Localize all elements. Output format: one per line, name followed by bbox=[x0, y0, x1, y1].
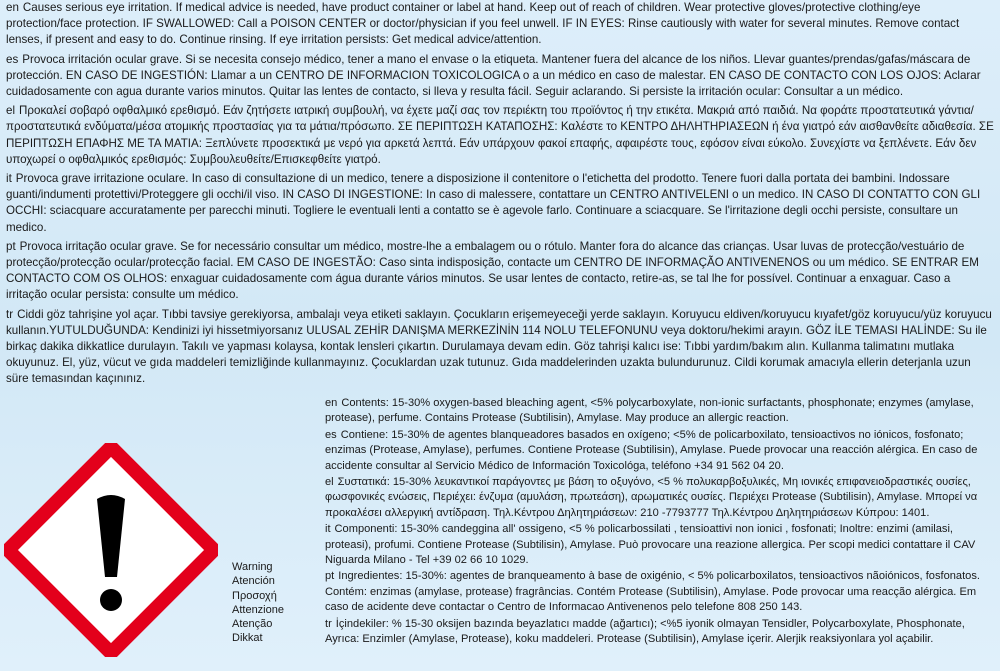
ingredients-text: Componenti: 15-30% candeggina all' ossigeno, <5 % policarbossilati , tensioattivi non ionici , fosfonati; Inoltre: enzimi (amilasi, proteasi), profumi. Contiene Protease (Subtilisin), Amylase. Può provocare una reazione allergica. Per scopi medici contattare il CAV Niguarda Milano - Tel +39 02 66 10 1029. bbox=[325, 523, 976, 567]
ingredients-en bbox=[325, 396, 993, 427]
signal-word-es: Atención bbox=[232, 575, 275, 588]
statement-en bbox=[6, 0, 994, 49]
lang-code: tr bbox=[325, 617, 332, 630]
ingredients-tr bbox=[325, 617, 993, 648]
lang-code: en bbox=[6, 1, 19, 14]
hazard-statements bbox=[6, 0, 994, 388]
exclamation-dot bbox=[100, 589, 122, 611]
lang-code: el bbox=[325, 476, 334, 489]
ingredients-el bbox=[325, 475, 993, 521]
statement-el bbox=[6, 103, 994, 168]
statement-text: Προκαλεί σοβαρό οφθαλμικό ερεθισμό. Εάν ζητήσετε ιατρική συμβουλή, να έχετε μαζί σας τον περιέκτη του προϊόντος ή την ετικέτα. Μακριά από παιδιά. Να φοράτε προστατευτικά γάντια/προστατευτικά ενδύματα/μέσα ατομικής προστασίας για τα μάτια/πρόσωπο. ΣΕ ΠΕΡΙΠΤΩΣΗ ΚΑΤΑΠΟΣΗΣ: Καλέστε το ΚΕΝΤΡΟ ΔΗΛΗΤΗΡΙΑΣΕΩΝ ή ένα γιατρό εάν αισθανθείτε αδιαθεσία. ΣΕ ΠΕΡΙΠΤΩΣΗ ΕΠΑΦΗΣ ΜΕ ΤΑ ΜΑΤΙΑ: Ξεπλύνετε προσεκτικά με νερό για αρκετά λεπτά. Εάν υπάρχουν φακοί επαφής, αφαιρέστε τους, εφόσον είναι εύκολο. Συνεχίστε να ξεπλένετε. Εάν δεν υποχωρεί ο οφθαλμικός ερεθισμός: Συμβουλευθείτε/Επισκεφθείτε γιατρό. bbox=[6, 104, 994, 166]
ingredients-es bbox=[325, 428, 993, 474]
lang-code: el bbox=[6, 104, 16, 118]
lang-code: tr bbox=[6, 307, 14, 321]
lang-code: it bbox=[325, 523, 331, 536]
signal-words bbox=[232, 560, 322, 646]
signal-word-el: Προσοχή bbox=[232, 589, 277, 602]
ingredients-text: Contents: 15-30% oxygen-based bleaching agent, <5% polycarboxylate, non-ionic surfactants, phosphonate; enzymes (amylase, protease), perfume. Contains Protease (Subtilisin), Amylase. May produce an allergic reaction. bbox=[325, 397, 974, 425]
ingredients-pt bbox=[325, 569, 993, 615]
statement-text: Ciddi göz tahrişine yol açar. Tıbbi tavsiye gerekiyorsa, ambalajı veya etiketi saklayın. Çocukların erişemeyeceği yerde saklayın. Koruyucu eldiven/koruyucu kıyafet/göz koruyucu/yüz koruyucu kullanın.YUTULDUĞUNDA: Kendinizi iyi hissetmiyorsanız ULUSAL ZEHİR DANIŞMA MERKEZİNİN 114 NOLU TELEFONUNU veya doktoru/hekimi arayın. GÖZ İLE TEMASI HALİNDE: Su ile birkaç dakika dikkatlice durulayın. Takılı ve yapması kolaysa, kontak lensleri çıkartın. Durulamaya devam edin. Göz tahrişi kalıcı ise: Tıbbi yardım/bakım alın. Kullanma talimatını mutlaka okuyunuz. El, yüz, vücut ve gıda maddeleri temizliğinde kullanmayınız. Çocuklardan uzak tutunuz. Gıda maddelerinden uzakta bulundurunuz. Cildi korumak amacıyla ellerin deterjanla uzun süre temasından kaçınınız. bbox=[6, 307, 992, 386]
signal-word-tr: Dikkat bbox=[232, 632, 263, 645]
lang-code: es bbox=[325, 428, 337, 441]
ghs-exclamation-mark-icon bbox=[4, 443, 218, 657]
statement-it bbox=[6, 171, 994, 236]
statement-tr bbox=[6, 307, 994, 388]
ingredients-text: Ingredientes: 15-30%: agentes de branqueamento à base de oxigénio, < 5% policarboxilatos, tensioactivos nãoiónicos, fosfonatos. Contém: enzimas (amylase, protease) fragrâncias. Contém Protease (Subtilisin), Amylase. Pode provocar uma reacção alérgica. Em caso de acidente deve contactar o Centro de Informacao Antivenenos pelo telefone 808 250 143. bbox=[325, 570, 980, 614]
signal-word-en: Warning bbox=[232, 561, 273, 573]
lang-code: it bbox=[6, 172, 12, 186]
ingredients-it bbox=[325, 522, 993, 568]
statement-es bbox=[6, 52, 994, 101]
lang-code: pt bbox=[6, 239, 16, 253]
statement-text: Provoca irritación ocular grave. Si se necesita consejo médico, tener a mano el envase o la etiqueta. Mantener fuera del alcance de los niños. Llevar guantes/prendas/gafas/máscara de protección. EN CASO DE INGESTIÓN: Llamar a un CENTRO DE INFORMACION TOXICOLOGICA o a un médico en caso de malestar. EN CASO DE CONTACTO CON LOS OJOS: Aclarar cuidadosamente con agua durante varios minutos. Quitar las lentes de contacto, si lleva y resulta fácil. Seguir aclarando. Si persiste la irritación ocular: Consultar a un médico. bbox=[6, 52, 981, 99]
statement-text: Provoca irritação ocular grave. Se for necessário consultar um médico, mostre-lhe a embalagem ou o rótulo. Manter fora do alcance das crianças. Usar luvas de protecção/vestuário de protecção/protecção ocular/protecção facial. EM CASO DE INGESTÃO: Caso sinta indisposição, contacte um CENTRO DE INFORMAÇÃO ANTIVENENOS ou um médico. SE ENTRAR EM CONTACTO COM OS OLHOS: enxaguar cuidadosamente com água durante vários minutos. Se usar lentes de contacto, retire-as, se tal lhe for possível. Continuar a enxaguar. Caso a irritação ocular persista: consulte um médico. bbox=[6, 239, 979, 302]
ingredients-text: Contiene: 15-30% de agentes blanqueadores basados en oxígeno; <5% de policarboxilato, tensioactivos no iónicos, fosfonato; enzimas (Protease, Amylase), perfumes. Contiene Protease (Subtilisin), Amylase. Puede provocar una reacción alérgica. En caso de accidente consultar al Servicio Médico de Información Toxicológa, teléfono +34 91 562 04 20. bbox=[325, 428, 978, 472]
lang-code: pt bbox=[325, 570, 335, 583]
ingredients-text: Συστατικά: 15-30% λευκαντικοί παράγοντες με βάση το οξυγόνο, <5 % πολυκαρβοξυλικές, Μη ιονικές επιφανειοδραστικές ουσίες, φωσφονικές ενώσεις, Περιέχει: ένζυμα (αμυλάση, πρωτεάση), αρωματικές ουσίες. Περιέχει Protease (Subtilisin), Amylase. Μπορεί να προκαλέσει αλλεργική αντίδραση. Τηλ.Κέντρου Δηλητηριάσεων: 210 -7793777 Τηλ.Κέντρου Δηλητηριάσεων Κύπρου: 1401. bbox=[325, 476, 978, 519]
statement-text: Provoca grave irritazione oculare. In caso di consultazione di un medico, tenere a disposizione il contenitore o l'etichetta del prodotto. Tenere fuori dalla portata dei bambini. Indossare guanti/indumenti protettivi/Proteggere gli occhi/il viso. IN CASO DI INGESTIONE: In caso di malessere, contattare un CENTRO ANTIVELENI o un medico. IN CASO DI CONTATTO CON GLI OCCHI: sciacquare accuratamente per parecchi minuti. Togliere le eventuali lenti a contatto se è agevole farlo. Continuare a sciacquare. Se l'irritazione degli occhi persiste, consultare un medico. bbox=[6, 172, 981, 234]
lang-code: es bbox=[6, 52, 19, 66]
ingredients-text: İçindekiler: % 15-30 oksijen bazında beyazlatıcı madde (ağartıcı); <%5 iyonik olmayan Tensidler, Polycarboxylate, Phosphonate, Ayrıca: Enzimler (Amylase, Protease), koku maddeleri. Protease (Subtilisin), Amylase içerir. Alerjik reaksiyonlara yol açabilir. bbox=[325, 617, 965, 646]
lang-code: en bbox=[325, 397, 338, 409]
statement-pt bbox=[6, 239, 994, 304]
signal-word-pt: Atenção bbox=[232, 618, 273, 631]
statement-text: Causes serious eye irritation. If medical advice is needed, have product container or label at hand. Keep out of reach of children. Wear protective gloves/protective clothing/eye protection/face protection. IF SWALLOWED: Call a POISON CENTER or doctor/physician if you feel unwell. IF IN EYES: Rinse cautiously with water for several minutes. Remove contact lenses, if present and easy to do. Continue rinsing. If eye irritation persists: Get medical advice/attention. bbox=[6, 1, 960, 47]
signal-word-it: Attenzione bbox=[232, 603, 284, 616]
ingredients-list bbox=[325, 396, 993, 648]
